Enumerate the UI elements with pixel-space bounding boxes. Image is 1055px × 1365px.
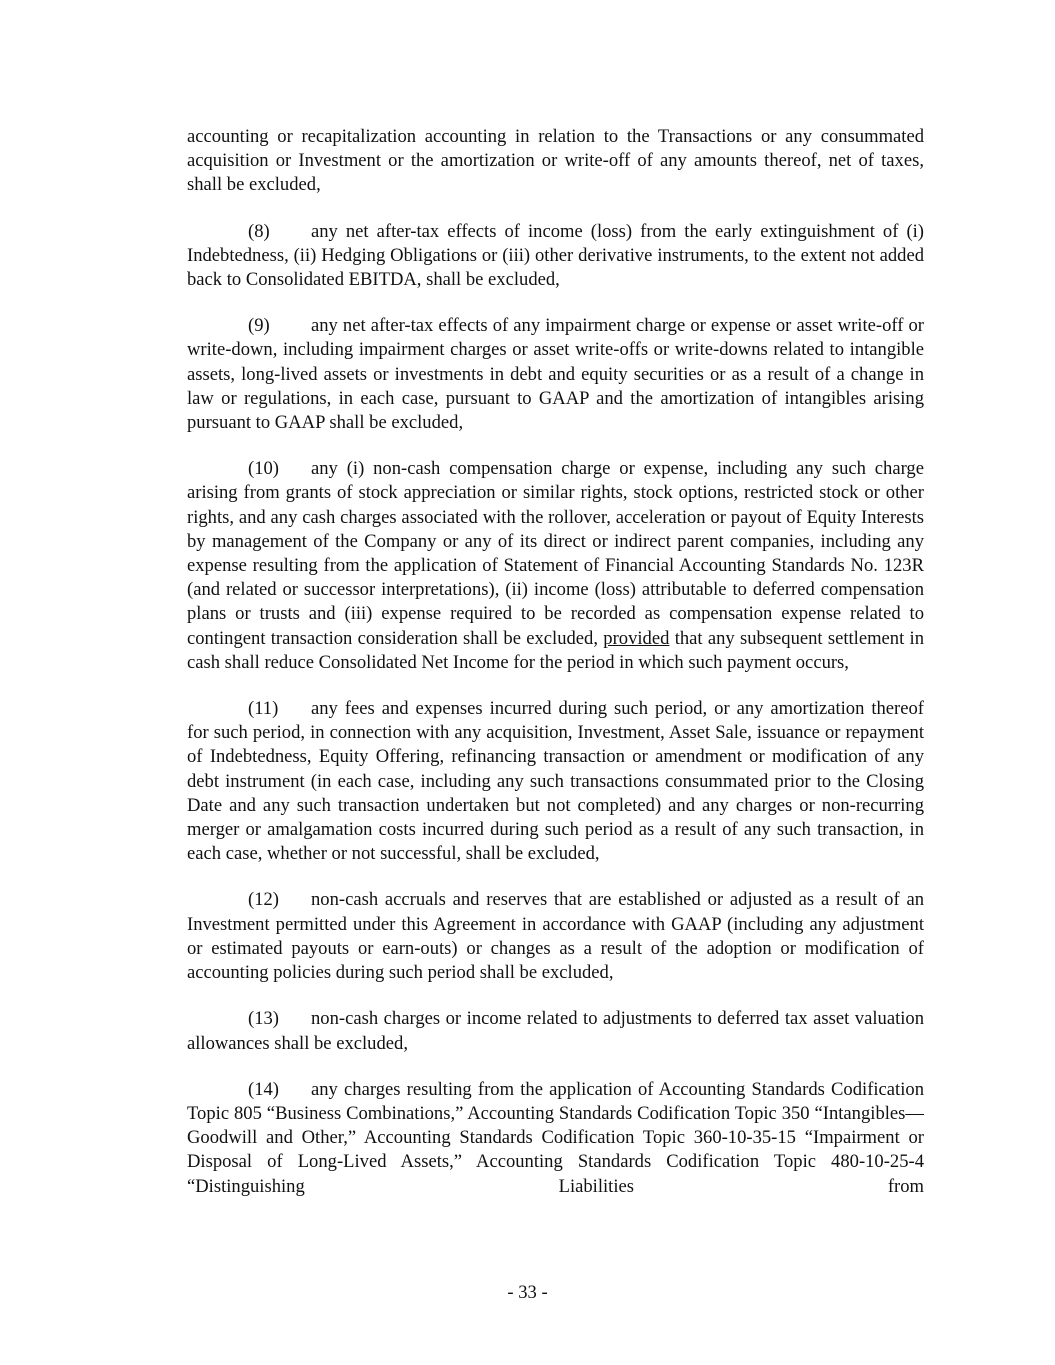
clause-14 (187, 1078, 924, 1199)
clause-number: (12) (248, 889, 279, 911)
clause-text-before: any (i) non-cash compensation charge or expense, including any such charge arising from grants of stock appreciation or similar rights, stock options, restricted stock or other rights, and any cash charges associated with the rollover, acceleration or payout of Equity Interests by management of the Company or any of its direct or indirect parent companies, including any expense resulting from the application of Statement of Financial Accounting Standards No. 123R (and related or successor interpretations), (ii) income (loss) attributable to deferred compensation plans or trusts and (iii) expense required to be recorded as compensation expense related to contingent transaction consideration shall be excluded, (187, 458, 924, 649)
clause-text: any charges resulting from the application of Accounting Standards Codification Topic 805 “Business Combinations,” Accounting Standards Codification Topic 350 “Intangibles—Goodwill and Other,” Accounting Standards Codification Topic 360-10-35-15 “Impairment or Disposal of Long-Lived Assets,” Accounting Standards Codification Topic 480-10-25-4 “Distinguishing Liabilities from (187, 1078, 924, 1197)
clause-11 (187, 697, 924, 866)
clause-10 (187, 457, 924, 675)
clause-text: any net after-tax effects of income (loss) from the early extinguishment of (i) Indebtedness, (ii) Hedging Obligations or (iii) other derivative instruments, to the extent not added back to Consolidated EBITDA, shall be excluded, (187, 220, 924, 291)
document-body (187, 125, 924, 1221)
clause-12 (187, 888, 924, 985)
clause-number: (14) (248, 1078, 279, 1100)
clause-8 (187, 220, 924, 293)
clause-text-after: that any subsequent settlement in cash shall reduce Consolidated Net Income for the period in which such payment occurs, (187, 627, 925, 673)
page-number: - 33 - (507, 1282, 548, 1303)
clause-number: (9) (248, 315, 270, 337)
clause-13 (187, 1007, 924, 1055)
paragraph-continuation (187, 125, 924, 198)
clause-number: (11) (248, 698, 279, 720)
clause-text: any net after-tax effects of any impairment charge or expense or asset write-off or write-down, including impairment charges or asset write-offs or write-downs related to intangible assets, long-lived assets or investments in debt and equity securities or as a result of a change in law or regulations, in each case, pursuant to GAAP and the amortization of intangibles arising pursuant to GAAP shall be excluded, (187, 315, 924, 434)
clause-text: any fees and expenses incurred during such period, or any amortization thereof for such period, in connection with any acquisition, Investment, Asset Sale, issuance or repayment of Indebtedness, Equity Offering, refinancing transaction or amendment or modification of any debt instrument (in each case, including any such transactions consummated prior to the Closing Date and any such transaction undertaken but not completed) and any charges or non-recurring merger or amalgamation costs incurred during such period as a result of any such transaction, in each case, whether or not successful, shall be excluded, (187, 698, 924, 865)
clause-9 (187, 314, 924, 435)
clause-text: non-cash charges or income related to adjustments to deferred tax asset valuation allowances shall be excluded, (187, 1008, 924, 1054)
paragraph-text: accounting or recapitalization accounting in relation to the Transactions or any consummated acquisition or Investment or the amortization or write-off of any amounts thereof, net of taxes, shall be excluded, (187, 126, 924, 196)
underlined-term: provided (603, 627, 670, 649)
clause-text: non-cash accruals and reserves that are established or adjusted as a result of an Investment permitted under this Agreement in accordance with GAAP (including any adjustment or estimated payouts or earn-outs) or changes as a result of the adoption or modification of accounting policies during such period shall be excluded, (187, 889, 924, 984)
clause-number: (8) (248, 220, 270, 242)
clause-number: (13) (248, 1008, 279, 1030)
clause-number: (10) (248, 458, 279, 480)
